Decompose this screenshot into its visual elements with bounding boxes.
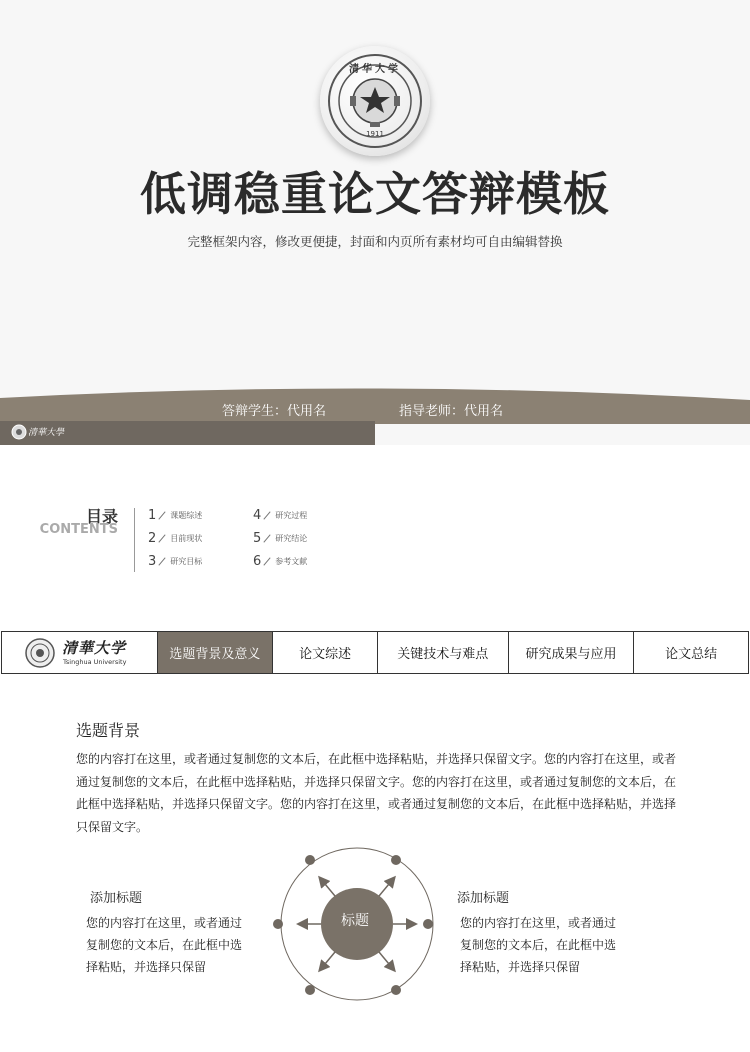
- contents-title: 目录: [85, 507, 118, 526]
- slash-icon: [159, 557, 166, 565]
- toc-number: 2: [148, 530, 157, 546]
- slash-icon: [264, 511, 271, 519]
- slash-icon: [264, 534, 271, 542]
- toc-label: 研究目标: [170, 556, 203, 566]
- tab-results[interactable]: 研究成果与应用: [509, 632, 635, 673]
- nav-logo: [2, 632, 158, 673]
- student-label: 答辩学生：代用名: [222, 404, 327, 419]
- section-body: 您的内容打在这里，或者通过复制您的文本后，在此框中选择粘贴，并选择只保留文字。您的内容打在这里，或者通过复制您的文本后，在此框中选择粘贴，并选择只保留文字。您的内容打在这里，或者通过复制您的文本后，在此框中选择粘贴，并选择只保留文字。您的内容打在这里，或者通过复制您的文本后，在此框中选择粘贴，并选择只保留文字。: [76, 752, 677, 834]
- contents-divider: [134, 508, 135, 572]
- tab-summary[interactable]: 论文总结: [665, 647, 718, 662]
- slash-icon: [159, 534, 166, 542]
- university-seal-icon: [24, 637, 56, 669]
- toc-item[interactable]: [148, 505, 202, 525]
- toc-item[interactable]: [148, 528, 202, 548]
- right-block-body: 您的内容打在这里，或者通过复制您的文本后，在此框中选择粘贴，并选择只保留: [460, 916, 617, 974]
- strip-logo-text: 清華大學: [28, 428, 65, 438]
- section-heading: 选题背景: [76, 721, 141, 740]
- strip-seal-icon: [11, 424, 27, 440]
- toc-label: 参考文献: [275, 556, 308, 566]
- slash-icon: [159, 511, 166, 519]
- left-block-title: 添加标题: [90, 891, 143, 906]
- toc-number: 3: [148, 553, 157, 569]
- toc-column-right: [253, 505, 307, 571]
- tab-review[interactable]: 论文综述: [273, 632, 378, 673]
- contents-title-en: CONTENTS: [39, 522, 118, 537]
- left-block-body: 您的内容打在这里，或者通过复制您的文本后，在此框中选择粘贴，并选择只保留: [86, 916, 243, 974]
- right-block-title: 添加标题: [457, 891, 510, 906]
- nav-logo-en: Tsinghua University: [63, 658, 127, 666]
- toc-item[interactable]: [148, 551, 202, 571]
- diagram-center-label: 标题: [341, 913, 369, 929]
- university-seal: [320, 46, 430, 156]
- toc-column-left: [148, 505, 202, 571]
- seal-text: 清华大学: [349, 64, 401, 75]
- tab-key-tech[interactable]: 关键技术与难点: [378, 632, 509, 673]
- toc-label: 目前现状: [170, 533, 203, 543]
- nav-logo-cn: 清華大学: [62, 639, 127, 657]
- advisor-label: 指导老师：代用名: [399, 404, 504, 419]
- cover-subtitle: 完整框架内容，修改更便捷，封面和内页所有素材均可自由编辑替换: [187, 234, 563, 249]
- toc-item[interactable]: [253, 551, 307, 571]
- toc-item[interactable]: [253, 528, 307, 548]
- toc-label: 研究过程: [275, 510, 308, 520]
- slash-icon: [264, 557, 271, 565]
- section-nav: [1, 631, 749, 674]
- toc-number: 4: [253, 507, 262, 523]
- toc-number: 6: [253, 553, 262, 569]
- tab-background[interactable]: 选题背景及意义: [158, 632, 274, 673]
- cover-title: 低调稳重论文答辩模板: [140, 167, 610, 221]
- toc-label: 研究结论: [275, 533, 308, 543]
- cover-slide: [0, 0, 750, 445]
- toc-item[interactable]: [253, 505, 307, 525]
- toc-number: 1: [148, 507, 157, 523]
- seal-year: 1911: [366, 130, 384, 138]
- cover-band: [0, 384, 750, 424]
- toc-number: 5: [253, 530, 262, 546]
- toc-label: 课题综述: [170, 510, 203, 520]
